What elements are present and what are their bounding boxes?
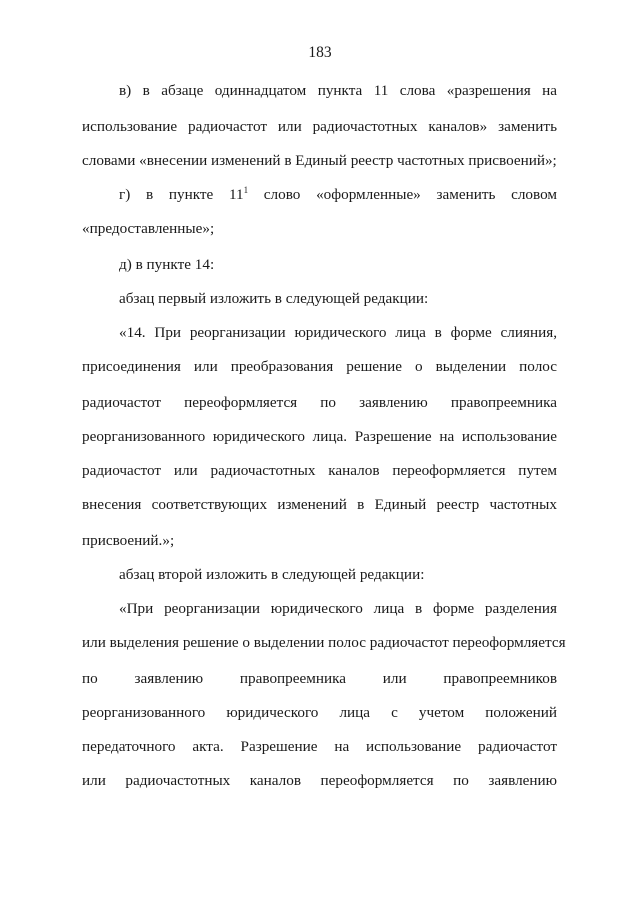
text-line-18: по заявлению правопреемника или правопреемников [82, 670, 557, 687]
text-line-6: д) в пункте 14: [119, 256, 215, 273]
text-line-3: словами «внесении изменений в Единый реестр частотных присвоений»; [82, 152, 557, 169]
text-line-10: радиочастот переоформляется по заявлению правопреемника [82, 394, 557, 411]
page-number: 183 [308, 44, 332, 61]
text-line-12: радиочастот или радиочастотных каналов переоформляется путем [82, 462, 557, 479]
text-line-5: «предоставленные»; [82, 220, 215, 237]
text-line-1: в) в абзаце одиннадцатом пункта 11 слова «разрешения на [119, 82, 557, 99]
text-line-16: «При реорганизации юридического лица в форме разделения [119, 600, 557, 617]
text-line-11: реорганизованного юридического лица. Разрешение на использование [82, 428, 557, 445]
text-line-15: абзац второй изложить в следующей редакции: [119, 566, 425, 583]
text-line-9: присоединения или преобразования решение о выделении полос [82, 358, 557, 375]
text-line-7: абзац первый изложить в следующей редакции: [119, 290, 429, 307]
text-line-4-part-2: слово «оформленные» заменить словом [248, 186, 557, 203]
text-line-13: внесения соответствующих изменений в Единый реестр частотных [82, 496, 557, 513]
text-line-21: или радиочастотных каналов переоформляется по заявлению [82, 772, 557, 789]
text-line-19: реорганизованного юридического лица с учетом положений [82, 704, 557, 721]
text-line-4-part-1: г) в пункте 11 [119, 186, 244, 203]
superscript-1: 1 [243, 185, 249, 195]
text-line-17: или выделения решение о выделении полос радиочастот переоформляется [82, 634, 566, 651]
text-line-8: «14. При реорганизации юридического лица в форме слияния, [119, 324, 557, 341]
text-line-20: передаточного акта. Разрешение на использование радиочастот [82, 738, 557, 755]
text-line-4 [119, 186, 557, 204]
text-line-14: присвоений.»; [82, 532, 175, 549]
text-line-2: использование радиочастот или радиочастотных каналов» заменить [82, 118, 557, 135]
